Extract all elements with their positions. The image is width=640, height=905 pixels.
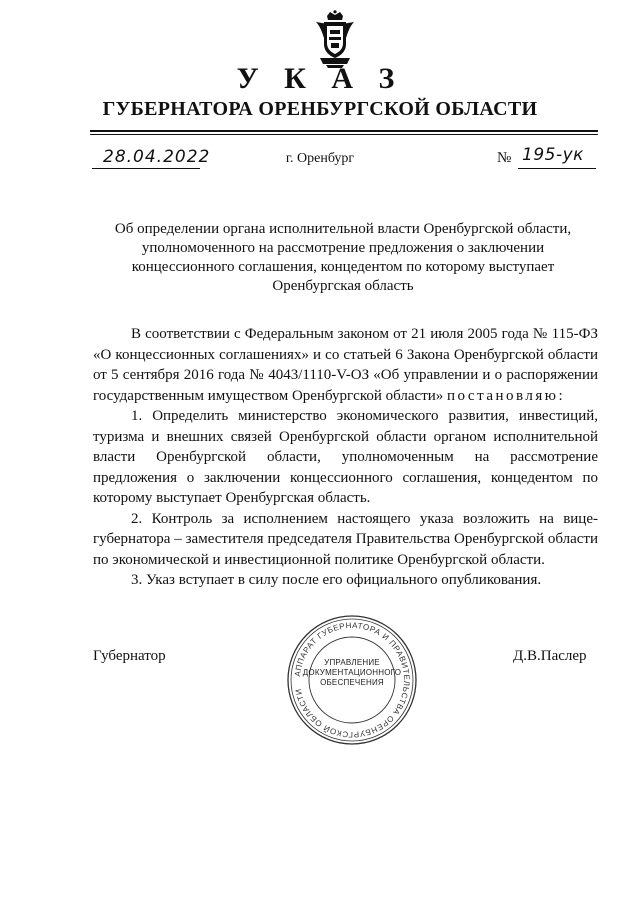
document-date: 28.04.2022 bbox=[103, 147, 211, 167]
issuer-title: ГУБЕРНАТОРА ОРЕНБУРГСКОЙ ОБЛАСТИ bbox=[102, 98, 538, 120]
svg-text:АППАРАТ ГУБЕРНАТОРА И ПРАВИТЕЛ: АППАРАТ ГУБЕРНАТОРА И ПРАВИТЕЛЬСТВА ОРЕНБУРГСКОЙ ОБЛАСТИ bbox=[293, 620, 412, 740]
seal-line: ОБЕСПЕЧЕНИЯ bbox=[320, 678, 384, 687]
date-underline bbox=[92, 168, 200, 169]
subject-line: Об определении органа исполнительной власти Оренбургской области, bbox=[114, 221, 572, 237]
city-label: г. Оренбург bbox=[285, 151, 355, 166]
document-type-title: У К А З bbox=[236, 62, 404, 95]
signatory-position: Губернатор bbox=[93, 648, 166, 664]
coat-of-arms-icon bbox=[312, 10, 358, 68]
preamble-text: В соответствии с Федеральным законом от 21 июля 2005 года № 115-ФЗ «О концессионных соглашениях» и со статьей 6 Закона Оренбургской области от 5 сентября 2016 года № 4043/1110-V-ОЗ «Об управлении и о распоряжении государственным имуществом Оренбургской области» bbox=[93, 326, 598, 404]
clause-paragraph: 1. Определить министерство экономического развития, инвестиций, туризма и внешних связей Оренбургской области органом исполнительной власти Оренбургской области, уполномоченным на рассмотрение предложения о заключении концессионного соглашения, концедентом по которому выступает Оренбургская область. bbox=[93, 408, 598, 506]
subject-line: уполномоченного на рассмотрение предложения о заключении bbox=[141, 240, 545, 256]
subject-line: концессионного соглашения, концедентом по которому выступает bbox=[131, 259, 555, 275]
clause-paragraph: 2. Контроль за исполнением настоящего указа возложить на вице-губернатора – заместителя председателя Правительства Оренбургской области по экономической и инвестиционной политике Оренбургской области. bbox=[93, 510, 598, 568]
number-underline bbox=[518, 168, 596, 169]
seal-center-text bbox=[298, 658, 406, 688]
document-body bbox=[93, 324, 598, 591]
signatory-name: Д.В.Паслер bbox=[513, 648, 587, 664]
header-divider bbox=[90, 130, 598, 132]
document-number: 195-ук bbox=[522, 145, 584, 165]
seal-line: УПРАВЛЕНИЕ bbox=[324, 658, 380, 667]
header-divider-thin bbox=[90, 134, 598, 135]
subject-line: Оренбургская область bbox=[272, 278, 414, 294]
seal-line: ДОКУМЕНТАЦИОННОГО bbox=[302, 668, 402, 677]
number-prefix: № bbox=[497, 150, 512, 166]
clause-paragraph: 3. Указ вступает в силу после его официального опубликования. bbox=[131, 572, 542, 588]
decree-word: постановляю: bbox=[447, 387, 566, 404]
document-subject bbox=[108, 220, 578, 296]
preamble-paragraph bbox=[93, 324, 598, 406]
